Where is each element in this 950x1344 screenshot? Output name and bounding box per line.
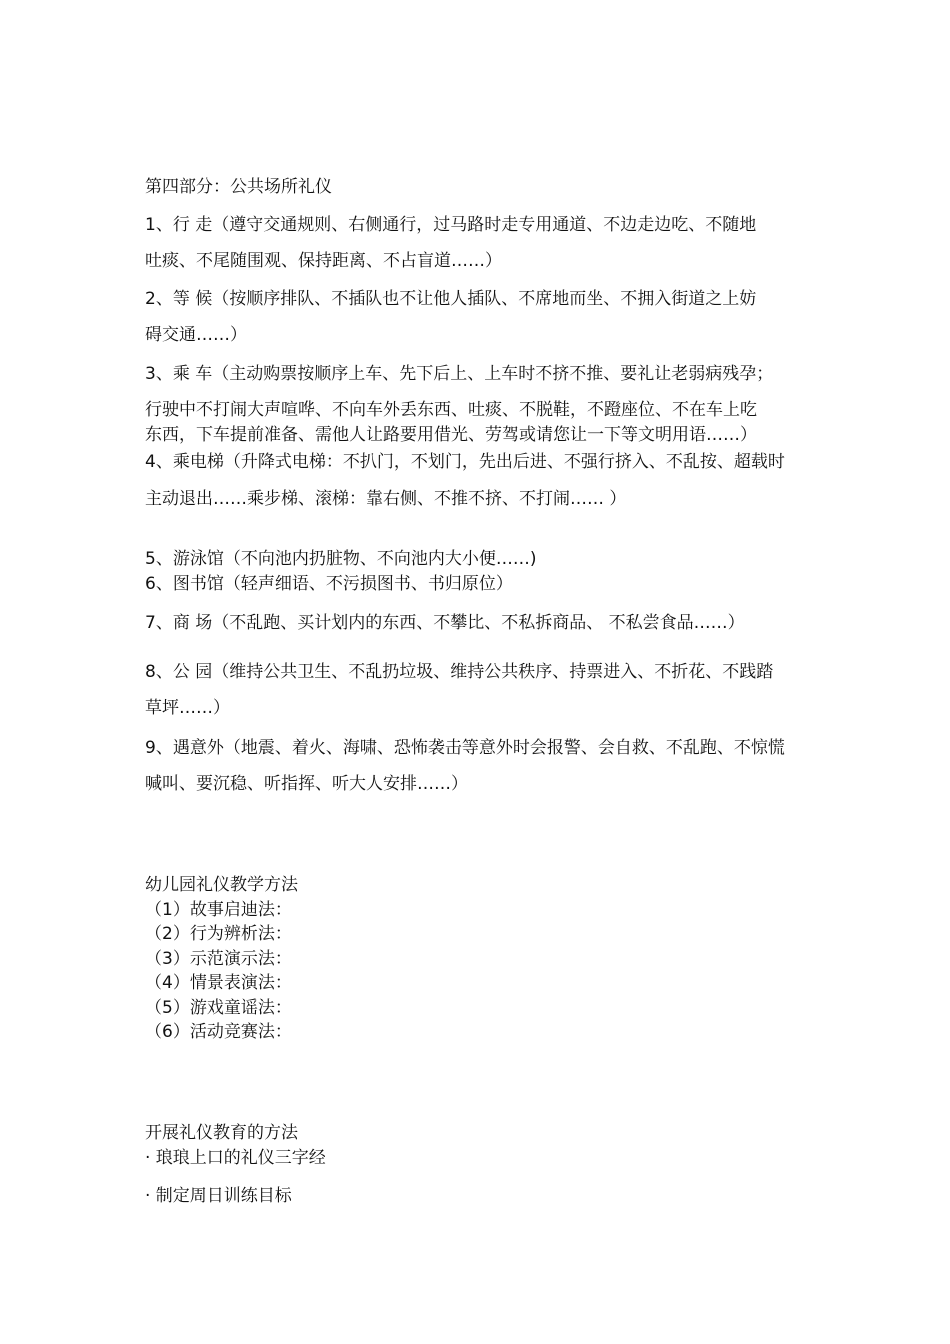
section-title: 第四部分：公共场所礼仪 [145, 177, 332, 197]
paragraph-line: 6、图书馆（轻声细语、不污损图书、书归原位） [145, 574, 513, 594]
paragraph-line: 草坪……） [145, 698, 230, 718]
paragraph-line: 东西，下车提前准备、需他人让路要用借光、劳驾或请您让一下等文明用语……） [145, 425, 757, 445]
list-item: （6）活动竞赛法： [145, 1022, 292, 1042]
paragraph-line: 喊叫、要沉稳、听指挥、听大人安排……） [145, 774, 468, 794]
paragraph-line: 7、商 场（不乱跑、买计划内的东西、不攀比、不私拆商品、 不私尝食品……） [145, 613, 745, 633]
paragraph-line: 吐痰、不尾随围观、保持距离、不占盲道……） [145, 251, 502, 271]
paragraph-line: 5、游泳馆（不向池内扔脏物、不向池内大小便……) [145, 549, 537, 569]
list-item: （2）行为辨析法： [145, 924, 292, 944]
paragraph-line: 2、等 候（按顺序排队、不插队也不让他人插队、不席地而坐、不拥入街道之上妨 [145, 289, 757, 309]
methods-title: 幼儿园礼仪教学方法 [145, 875, 298, 895]
paragraph-line: 碍交通……） [145, 325, 247, 345]
paragraph-line: 8、公 园（维持公共卫生、不乱扔垃圾、维持公共秩序、持票进入、不折花、不践踏 [145, 662, 774, 682]
list-item: （4）情景表演法： [145, 973, 292, 993]
education-title: 开展礼仪教育的方法 [145, 1123, 298, 1143]
paragraph-line: 4、乘电梯（升降式电梯：不扒门，不划门，先出后进、不强行挤入、不乱按、超载时 [145, 452, 785, 472]
list-item: （5）游戏童谣法： [145, 998, 292, 1018]
list-item: （3）示范演示法： [145, 949, 292, 969]
paragraph-line: 1、行 走（遵守交通规则、右侧通行，过马路时走专用通道、不边走边吃、不随地 [145, 215, 757, 235]
list-item: · 制定周日训练目标 [145, 1186, 292, 1206]
paragraph-line: 9、遇意外（地震、着火、海啸、恐怖袭击等意外时会报警、会自救、不乱跑、不惊慌 [145, 738, 785, 758]
list-item: · 琅琅上口的礼仪三字经 [145, 1148, 326, 1168]
paragraph-line: 行驶中不打闹大声喧哗、不向车外丢东西、吐痰、不脱鞋，不蹬座位、不在车上吃 [145, 400, 757, 420]
paragraph-line: 3、乘 车（主动购票按顺序上车、先下后上、上车时不挤不推、要礼让老弱病残孕； [145, 364, 774, 384]
list-item: （1）故事启迪法： [145, 900, 292, 920]
paragraph-line: 主动退出……乘步梯、滚梯：靠右侧、不推不挤、不打闹…… ） [145, 489, 627, 509]
